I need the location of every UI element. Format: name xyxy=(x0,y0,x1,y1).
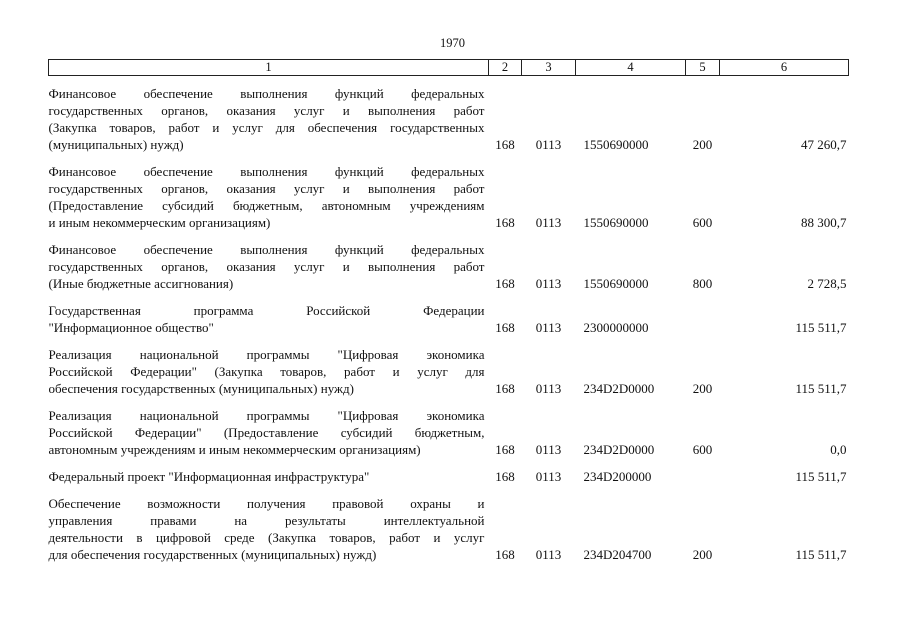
section-code-cell: 0113 xyxy=(535,442,562,457)
ministry-code-cell: 168 xyxy=(495,547,515,562)
description-line: деятельности в цифровой среде (Закупка товаров, работ и услуг xyxy=(48,530,485,545)
table-row xyxy=(49,485,849,563)
table-row xyxy=(49,292,849,336)
section-code-cell: 0113 xyxy=(535,320,562,335)
amount-cell: 0,0 xyxy=(830,442,847,457)
description-line: государственных органов, оказания услуг и выполнения работ xyxy=(48,259,485,274)
description-line: (муниципальных) нужд) xyxy=(48,137,184,152)
expense-type-cell: 800 xyxy=(692,276,713,291)
table-row xyxy=(49,336,849,397)
expense-type-cell: 600 xyxy=(692,442,713,457)
section-code-cell: 0113 xyxy=(535,469,562,484)
description-line: Финансовое обеспечение выполнения функций федеральных xyxy=(48,242,485,257)
page-number: 1970 xyxy=(440,36,465,50)
description-line: обеспечения государственных (муниципальных) нужд) xyxy=(48,381,354,396)
table-header xyxy=(49,60,849,76)
description-line: государственных органов, оказания услуг и выполнения работ xyxy=(48,103,485,118)
description-line: "Информационное общество" xyxy=(48,320,214,335)
description-line: управления правами на результаты интеллектуальной xyxy=(48,513,485,528)
column-header-3: 3 xyxy=(522,60,576,76)
table-row xyxy=(49,458,849,485)
description-line: государственных органов, оказания услуг и выполнения работ xyxy=(48,181,485,196)
description-line: Финансовое обеспечение выполнения функций федеральных xyxy=(48,86,485,101)
row-description xyxy=(49,397,489,458)
ministry-code-cell: 168 xyxy=(495,320,515,335)
row-description xyxy=(49,76,489,154)
target-article-cell: 1550690000 xyxy=(583,215,649,230)
amount-cell: 115 511,7 xyxy=(795,381,847,396)
section-code-cell: 0113 xyxy=(535,381,562,396)
target-article-cell: 1550690000 xyxy=(583,276,649,291)
ministry-code-cell: 168 xyxy=(495,442,515,457)
column-header-5: 5 xyxy=(686,60,720,76)
description-line: Обеспечение возможности получения правовой охраны и xyxy=(48,496,485,511)
description-line: Государственная программа Российской Федерации xyxy=(48,303,485,318)
amount-cell: 88 300,7 xyxy=(801,215,847,230)
expense-type-cell: 600 xyxy=(692,215,713,230)
budget-table xyxy=(48,59,849,563)
column-header-2: 2 xyxy=(489,60,522,76)
column-header-4: 4 xyxy=(576,60,686,76)
expense-type-cell xyxy=(686,458,720,485)
description-line: автономным учреждениям и иным некоммерческим организациям) xyxy=(48,442,421,457)
ministry-code-cell: 168 xyxy=(495,137,515,152)
column-header-1: 1 xyxy=(49,60,489,76)
section-code-cell: 0113 xyxy=(535,215,562,230)
description-line: (Предоставление субсидий бюджетным, автономным учреждениям xyxy=(48,198,485,213)
description-line: и иным некоммерческим организациям) xyxy=(48,215,271,230)
target-article-cell: 234D204700 xyxy=(583,547,652,562)
row-description xyxy=(49,292,489,336)
column-header-6: 6 xyxy=(720,60,849,76)
row-description xyxy=(49,231,489,292)
expense-type-cell xyxy=(686,292,720,336)
amount-cell: 115 511,7 xyxy=(795,469,847,484)
section-code-cell: 0113 xyxy=(535,137,562,152)
description-line: Реализация национальной программы "Цифровая экономика xyxy=(48,347,485,362)
section-code-cell: 0113 xyxy=(535,276,562,291)
description-line: Федеральный проект "Информационная инфраструктура" xyxy=(48,469,370,484)
ministry-code-cell: 168 xyxy=(495,381,515,396)
description-line: (Закупка товаров, работ и услуг для обеспечения государственных xyxy=(48,120,485,135)
table-row xyxy=(49,231,849,292)
target-article-cell: 234D2D0000 xyxy=(583,381,655,396)
amount-cell: 115 511,7 xyxy=(795,320,847,335)
expense-type-cell: 200 xyxy=(692,381,713,396)
row-description xyxy=(49,336,489,397)
description-line: Финансовое обеспечение выполнения функций федеральных xyxy=(48,164,485,179)
description-line: Российской Федерации" (Закупка товаров, работ и услуг для xyxy=(48,364,485,379)
row-description xyxy=(49,458,489,485)
table-body xyxy=(49,76,849,564)
ministry-code-cell: 168 xyxy=(495,276,515,291)
target-article-cell: 234D2D0000 xyxy=(583,442,655,457)
amount-cell: 115 511,7 xyxy=(795,547,847,562)
ministry-code-cell: 168 xyxy=(495,469,515,484)
table-row xyxy=(49,153,849,231)
amount-cell: 47 260,7 xyxy=(801,137,847,152)
table-row xyxy=(49,397,849,458)
ministry-code-cell: 168 xyxy=(495,215,515,230)
expense-type-cell: 200 xyxy=(692,547,713,562)
table-row xyxy=(49,76,849,154)
target-article-cell: 1550690000 xyxy=(583,137,649,152)
description-line: для обеспечения государственных (муниципальных) нужд) xyxy=(48,547,377,562)
row-description xyxy=(49,153,489,231)
target-article-cell: 234D200000 xyxy=(583,469,652,484)
expense-type-cell: 200 xyxy=(692,137,713,152)
description-line: Реализация национальной программы "Цифровая экономика xyxy=(48,408,485,423)
amount-cell: 2 728,5 xyxy=(807,276,847,291)
description-line: Российской Федерации" (Предоставление субсидий бюджетным, xyxy=(48,425,485,440)
section-code-cell: 0113 xyxy=(535,547,562,562)
target-article-cell: 2300000000 xyxy=(583,320,649,335)
row-description xyxy=(49,485,489,563)
description-line: (Иные бюджетные ассигнования) xyxy=(48,276,234,291)
